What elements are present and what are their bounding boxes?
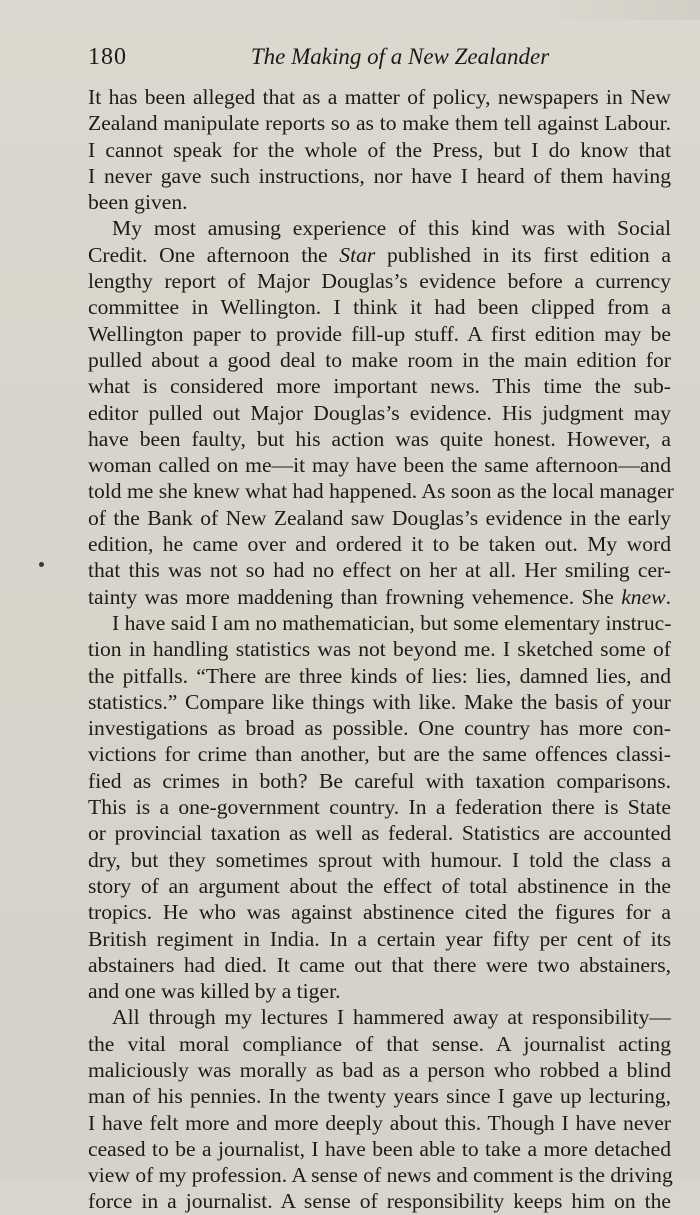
text-line: investigations as broad as possible. One country has more con- bbox=[88, 716, 671, 741]
text-line: pulled about a good deal to make room in the main edition for bbox=[88, 347, 671, 372]
text-line: tropics. He who was against abstinence cited the figures for a bbox=[88, 900, 671, 925]
text-line: edition, he came over and ordered it to be taken out. My word bbox=[88, 532, 671, 557]
text-line: view of my profession. A sense of news and comment is the driving bbox=[88, 1163, 673, 1188]
text-line: have been faulty, but his action was quite honest. However, a bbox=[88, 426, 671, 451]
text-line: This is a one-government country. In a federation there is State bbox=[88, 795, 671, 820]
body-text bbox=[88, 84, 674, 1215]
text-line: All through my lectures I hammered away at responsibility— bbox=[112, 1005, 671, 1030]
text-line: Zealand manipulate reports so as to make them tell against Labour. bbox=[88, 111, 671, 136]
text-line: victions for crime than another, but are the same offences classi- bbox=[88, 742, 671, 767]
text-line: the pitfalls. “There are three kinds of lies: lies, damned lies, and bbox=[88, 663, 671, 688]
page-header bbox=[88, 44, 672, 74]
text-line: tainty was more maddening than frowning vehemence. She knew. bbox=[88, 584, 671, 609]
text-line: tion in handling statistics was not beyond me. I sketched some of bbox=[88, 637, 671, 662]
text-line: Credit. One afternoon the Star published in its first edition a bbox=[88, 242, 672, 267]
text-line: ceased to be a journalist, I have been able to take a more detached bbox=[88, 1136, 671, 1161]
text-line: and one was killed by a tiger. bbox=[88, 979, 341, 1004]
text-line: I cannot speak for the whole of the Press, but I do know that bbox=[88, 137, 671, 162]
text-line: story of an argument about the effect of total abstinence in the bbox=[88, 873, 671, 898]
running-title: The Making of a New Zealander bbox=[250, 44, 550, 69]
text-line: of the Bank of New Zealand saw Douglas’s evidence in the early bbox=[88, 505, 671, 530]
text-line: that this was not so had no effect on her at all. Her smiling cer- bbox=[88, 558, 671, 583]
page-number: 180 bbox=[88, 44, 127, 70]
page-corner-shading bbox=[540, 0, 700, 20]
text-line: told me she knew what had happened. As soon as the local manager bbox=[88, 479, 674, 504]
text-line: been given. bbox=[88, 190, 188, 215]
text-line: Wellington paper to provide fill-up stuff. A first edition may be bbox=[88, 321, 671, 346]
text-line: committee in Wellington. I think it had been clipped from a bbox=[88, 295, 671, 320]
text-line: or provincial taxation as well as federal. Statistics are accounted bbox=[88, 821, 671, 846]
text-line: the vital moral compliance of that sense. A journalist acting bbox=[88, 1031, 671, 1056]
text-line: what is considered more important news. This time the sub- bbox=[88, 374, 671, 399]
text-line: I have felt more and more deeply about this. Though I have never bbox=[88, 1110, 671, 1135]
text-line: dry, but they sometimes sprout with humour. I told the class a bbox=[88, 847, 671, 872]
text-line: I never gave such instructions, nor have I heard of them having bbox=[88, 163, 671, 188]
text-line: British regiment in India. In a certain year fifty per cent of its bbox=[88, 926, 671, 951]
text-line: statistics.” Compare like things with like. Make the basis of your bbox=[88, 689, 671, 714]
text-line: force in a journalist. A sense of responsibility keeps him on the bbox=[88, 1189, 671, 1214]
text-line: My most amusing experience of this kind was with Social bbox=[112, 216, 671, 241]
text-line: editor pulled out Major Douglas’s evidence. His judgment may bbox=[88, 400, 671, 425]
text-line: fied as crimes in both? Be careful with taxation comparisons. bbox=[88, 768, 671, 793]
text-line: maliciously was morally as bad as a person who robbed a blind bbox=[88, 1057, 671, 1082]
text-line: I have said I am no mathematician, but some elementary instruc- bbox=[112, 610, 672, 635]
margin-mark bbox=[39, 562, 44, 567]
text-line: lengthy report of Major Douglas’s evidence before a currency bbox=[88, 269, 671, 294]
text-line: It has been alleged that as a matter of policy, newspapers in New bbox=[88, 85, 671, 109]
text-line: woman called on me—it may have been the same afternoon—and bbox=[88, 453, 671, 478]
text-line: abstainers had died. It came out that there were two abstainers, bbox=[88, 952, 671, 977]
text-line: man of his pennies. In the twenty years since I gave up lecturing, bbox=[88, 1084, 671, 1109]
